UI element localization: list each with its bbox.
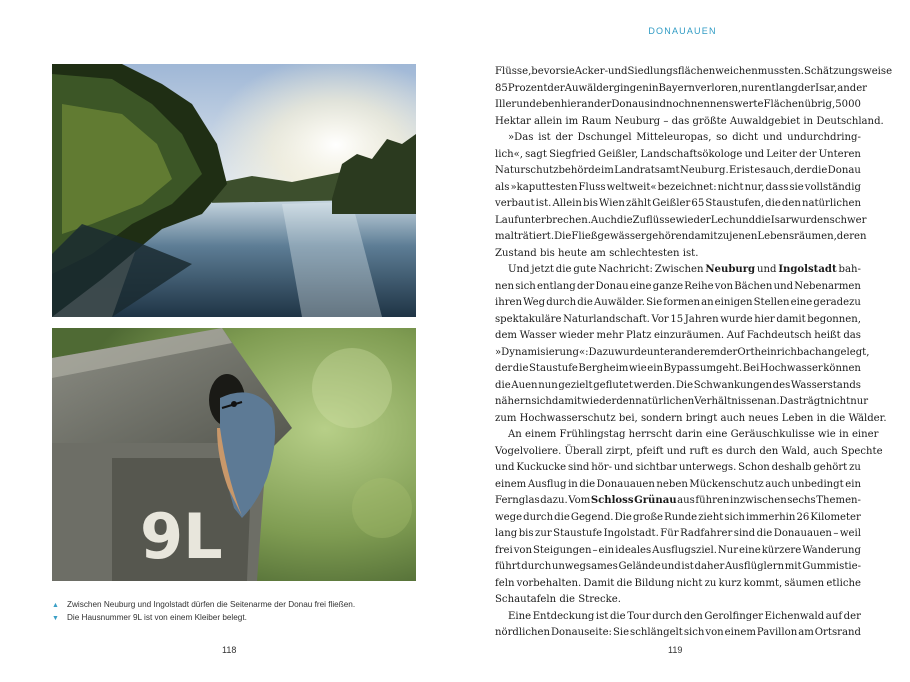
- text-line: der die Staustufe Bergheim wie ein Bypass umgeht. Bei Hochwasser können: [495, 363, 861, 374]
- text-line: 85 Prozent der Auwälder gingen in Bayern verloren, nur entlang der Isar, an der: [495, 82, 867, 94]
- text-line: Eine Entdeckung ist die Tour durch den Gerolfinger Eichenwald auf der: [508, 610, 861, 622]
- text-line: Hektar allein im Raum Neuburg – das größte Auwaldgebiet in Deutschland.: [495, 115, 884, 127]
- text-line: und Kuckucke sind hör- und sichtbar unterwegs. Schon deshalb gehört zu: [495, 462, 861, 473]
- text-line: »Dynamisierung«: Dazu wurde unter anderem der Ortheinrichbach angelegt,: [495, 346, 870, 358]
- text-line: Vogelvoliere. Überall zirpt, pfeift und ruft es durch den Wald, auch Spechte: [495, 445, 883, 457]
- text-line: Lauf unterbrechen. Auch die Zuflüsse wie der Lech und die Isar wurden schwer: [495, 214, 867, 226]
- text-line: nähern sich damit wieder den natürlichen Verhältnissen an. Das trägt nicht nur: [495, 396, 869, 407]
- body-text: [495, 64, 893, 642]
- text-line: spektakuläre Naturlandschaft. Vor 15 Jahren wurde hier damit begonnen,: [495, 313, 861, 325]
- river-photo: [52, 64, 416, 317]
- text-line: malträtiert. Die Fließgewässer gehören damit zu jenen Lebensräumen, deren: [495, 231, 867, 242]
- text-line: »Das ist der Dschungel Mitteleuropas, so dicht und undurchdring-: [508, 132, 861, 143]
- text-line: Flüsse, bevor sie Acker- und Siedlungsflächen weichen mussten. Schätzungsweise: [495, 66, 893, 77]
- text-line: ihren Weg durch die Auwälder. Sie formen an einigen Stellen eine geradezu: [495, 297, 861, 308]
- right-page: [455, 0, 910, 682]
- nuthatch-birdhouse-photo: [52, 328, 416, 581]
- text-line: Schautafeln die Strecke.: [495, 594, 621, 605]
- text-line: nördlichen Donauseite: Sie schlängelt sich von einem Pavillon am Ortsrand: [495, 627, 861, 638]
- text-line: An einem Frühlingstag herrscht darin eine Geräuschkulisse wie in einer: [508, 429, 879, 440]
- text-line: lang bis zur Staustufe Ingolstadt. Für Radfahrer sind die Donauauen – weil: [495, 528, 861, 539]
- photo-caption: [52, 599, 432, 624]
- text-line: lich«, sagt Siegfried Geißler, Landschaftsökologe und Leiter der Unteren: [495, 148, 861, 160]
- text-line: die Auen nun gezielt geflutet werden. Die Schwankungen des Wasserstands: [495, 379, 861, 391]
- text-line: feln vorbehalten. Damit die Bildung nicht zu kurz kommt, säumen etliche: [495, 577, 861, 589]
- triangle-up-icon: ▲: [52, 602, 59, 609]
- triangle-down-icon: ▼: [52, 614, 59, 622]
- page-number-left: 118: [222, 645, 237, 655]
- caption-text-top: Zwischen Neuburg und Ingolstadt dürfen die Seitenarme der Donau frei fließen.: [67, 600, 356, 609]
- text-line: Iller und eben hier an der Donau sind noch nennenswerte Flächen übrig, 5000: [495, 99, 861, 110]
- text-line: führt durch unwegsames Gelände und ist daher Ausflüglern mit Gummistie-: [495, 561, 861, 572]
- page-number-right: 119: [668, 645, 683, 655]
- birdhouse-number: 9L: [140, 500, 223, 573]
- nuthatch-photo-image: [52, 328, 416, 581]
- text-line: Fernglas dazu. Vom Schloss Grünau aus führen inzwischen sechs Themen-: [495, 495, 861, 506]
- river-photo-image: [52, 64, 416, 317]
- text-line: wege durch die Gegend. Die große Runde zieht sich immerhin 26 Kilometer: [495, 511, 861, 523]
- text-line: frei von Steigungen – ein ideales Ausflugsziel. Nur eine kürzere Wanderung: [495, 544, 861, 556]
- text-line: dem Wasser wieder mehr Platz einzuräumen. Auf Fachdeutsch heißt das: [495, 330, 861, 341]
- caption-text-bottom: Die Hausnummer 9L ist von einem Kleiber belegt.: [67, 612, 247, 622]
- text-line: zum Hochwasserschutz bei, sondern bringt auch neues Leben in die Wälder.: [495, 412, 887, 424]
- caption-line-bottom: [52, 612, 432, 625]
- text-line: als »kaputtesten Fluss weltweit« bezeichnet: nicht nur, dass sie vollständig: [495, 181, 861, 193]
- text-line: nen sich entlang der Donau eine ganze Reihe von Bächen und Nebenarmen: [495, 280, 861, 292]
- caption-line-top: [52, 599, 432, 612]
- text-line: Und jetzt die gute Nachricht: Zwischen Neuburg und Ingolstadt bah-: [508, 264, 861, 275]
- text-line: Zustand bis heute am schlechtesten ist.: [495, 247, 699, 259]
- text-line: verbaut ist. Allein bis Wien zählt Geißler 65 Staustufen, die den natürlichen: [495, 198, 861, 209]
- text-line: Naturschutzbehörde im Landratsamt Neuburg. Er ist es auch, der die Donau: [495, 165, 861, 176]
- text-line: einem Ausflug in die Donauauen neben Mückenschutz auch unbedingt ein: [495, 478, 861, 490]
- running-header: DONAUAUEN: [648, 26, 717, 36]
